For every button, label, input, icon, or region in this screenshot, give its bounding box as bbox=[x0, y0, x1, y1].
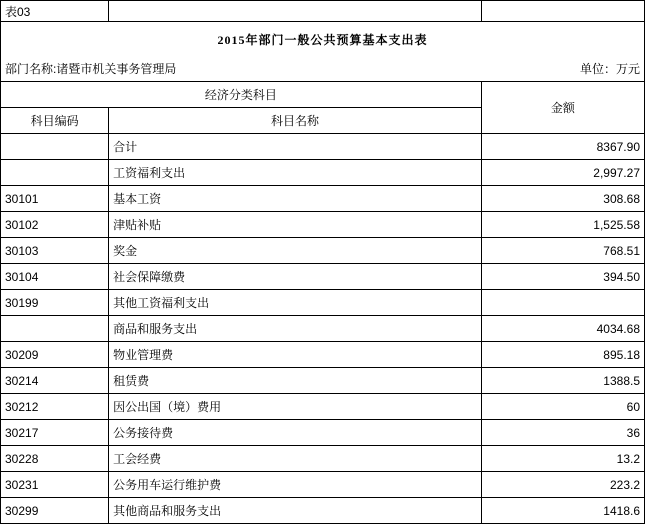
cell-code[interactable]: 30104 bbox=[1, 264, 109, 290]
cell-name[interactable]: 工会经费 bbox=[109, 446, 482, 472]
cell-code[interactable] bbox=[1, 316, 109, 342]
cell-name[interactable]: 公务用车运行维护费 bbox=[109, 472, 482, 498]
cell-name[interactable]: 基本工资 bbox=[109, 186, 482, 212]
table-row bbox=[1, 316, 645, 342]
cell-name[interactable]: 奖金 bbox=[109, 238, 482, 264]
department-label: 部门名称:诸暨市机关事务管理局 bbox=[1, 56, 482, 82]
cell-amount[interactable]: 223.2 bbox=[481, 472, 644, 498]
cell-name[interactable]: 物业管理费 bbox=[109, 342, 482, 368]
table-row bbox=[1, 212, 645, 238]
cell-name[interactable]: 其他工资福利支出 bbox=[109, 290, 482, 316]
table-body bbox=[1, 1, 645, 524]
title-row bbox=[1, 22, 645, 57]
table-row bbox=[1, 290, 645, 316]
cell-name[interactable]: 合计 bbox=[109, 134, 482, 160]
cell-code[interactable]: 30217 bbox=[1, 420, 109, 446]
cell-amount[interactable]: 1,525.58 bbox=[481, 212, 644, 238]
table-row bbox=[1, 160, 645, 186]
sheet-label-row bbox=[1, 1, 645, 22]
meta-row bbox=[1, 56, 645, 82]
unit-label: 单位：万元 bbox=[481, 56, 644, 82]
cell-code[interactable]: 30214 bbox=[1, 368, 109, 394]
cell-name[interactable]: 其他商品和服务支出 bbox=[109, 498, 482, 524]
economic-category-header: 经济分类科目 bbox=[1, 82, 482, 108]
table-row bbox=[1, 134, 645, 160]
amount-header: 金额 bbox=[481, 82, 644, 134]
cell-code[interactable]: 30209 bbox=[1, 342, 109, 368]
cell-code[interactable]: 30199 bbox=[1, 290, 109, 316]
cell-amount[interactable]: 36 bbox=[481, 420, 644, 446]
cell-amount[interactable]: 308.68 bbox=[481, 186, 644, 212]
cell-code[interactable]: 30212 bbox=[1, 394, 109, 420]
cell-name[interactable]: 因公出国（境）费用 bbox=[109, 394, 482, 420]
cell-code[interactable]: 30102 bbox=[1, 212, 109, 238]
table-row bbox=[1, 264, 645, 290]
cell-amount[interactable]: 8367.90 bbox=[481, 134, 644, 160]
cell-amount[interactable]: 895.18 bbox=[481, 342, 644, 368]
cell-amount[interactable] bbox=[481, 290, 644, 316]
cell-code[interactable]: 30101 bbox=[1, 186, 109, 212]
code-header: 科目编码 bbox=[1, 108, 109, 134]
table-row bbox=[1, 394, 645, 420]
sheet-label: 表03 bbox=[1, 1, 109, 22]
cell-amount[interactable]: 1388.5 bbox=[481, 368, 644, 394]
table-row bbox=[1, 238, 645, 264]
cell-amount[interactable]: 4034.68 bbox=[481, 316, 644, 342]
table-row bbox=[1, 368, 645, 394]
cell-amount[interactable]: 1418.6 bbox=[481, 498, 644, 524]
cell-code[interactable]: 30231 bbox=[1, 472, 109, 498]
cell-name[interactable]: 租赁费 bbox=[109, 368, 482, 394]
cell-code[interactable] bbox=[1, 160, 109, 186]
cell-name[interactable]: 公务接待费 bbox=[109, 420, 482, 446]
cell-amount[interactable]: 13.2 bbox=[481, 446, 644, 472]
table-row bbox=[1, 446, 645, 472]
sheet-label-spacer-1 bbox=[109, 1, 482, 22]
cell-amount[interactable]: 60 bbox=[481, 394, 644, 420]
cell-name[interactable]: 商品和服务支出 bbox=[109, 316, 482, 342]
cell-code[interactable]: 30103 bbox=[1, 238, 109, 264]
table-row bbox=[1, 420, 645, 446]
table-row bbox=[1, 498, 645, 524]
page-title: 2015年部门一般公共预算基本支出表 bbox=[1, 22, 645, 57]
cell-name[interactable]: 社会保障缴费 bbox=[109, 264, 482, 290]
cell-amount[interactable]: 394.50 bbox=[481, 264, 644, 290]
cell-amount[interactable]: 2,997.27 bbox=[481, 160, 644, 186]
sheet-label-spacer-2 bbox=[481, 1, 644, 22]
header-group-row bbox=[1, 82, 645, 108]
cell-code[interactable]: 30228 bbox=[1, 446, 109, 472]
cell-code[interactable] bbox=[1, 134, 109, 160]
table-row bbox=[1, 472, 645, 498]
cell-amount[interactable]: 768.51 bbox=[481, 238, 644, 264]
table-row bbox=[1, 186, 645, 212]
cell-code[interactable]: 30299 bbox=[1, 498, 109, 524]
cell-name[interactable]: 津贴补贴 bbox=[109, 212, 482, 238]
table-row bbox=[1, 342, 645, 368]
cell-name[interactable]: 工资福利支出 bbox=[109, 160, 482, 186]
name-header: 科目名称 bbox=[109, 108, 482, 134]
